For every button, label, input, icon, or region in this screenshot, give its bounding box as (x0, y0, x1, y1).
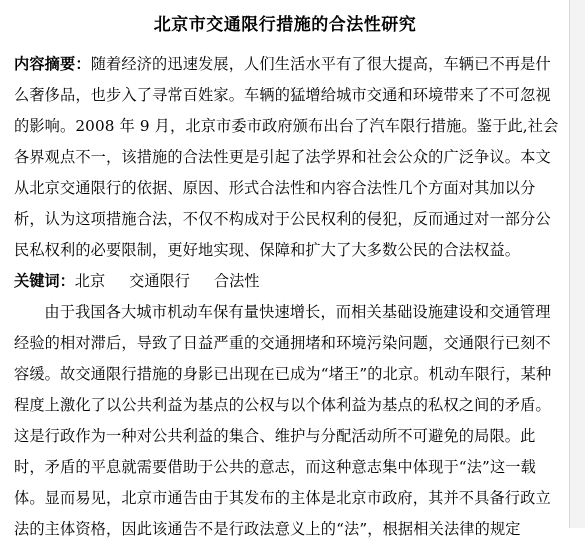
keywords-line (14, 266, 562, 297)
abstract-label: 内容摘要： (14, 55, 91, 73)
keyword-item: 合法性 (213, 272, 260, 290)
body-paragraph: 由于我国各大城市机动车保有量快速增长，而相关基础设施建设和交通管理经验的相对滞后，导致了日益严重的交通拥堵和环境污染问题，交通限行已刻不容缓。故交通限行措施的身影已出现在已成为“堵王”的北京。机动车限行，某种程度上激化了以公共利益为基点的公权与以个体利益为基点的私权之间的矛盾。这是行政作为一种对公共利益的集合、维护与分配活动所不可避免的局限。此时，矛盾的平息就需要借助于公共的意志，而这种意志集中体现于“法”这一载体。显而易见，北京市通告由于其发布的主体是北京市政府，其并不具备行政立法的主体资格，因此该通告不是行政法意义上的“法”，根据相关法律的规定 (14, 303, 552, 538)
document-title: 北京市交通限行措施的合法性研究 (153, 15, 417, 35)
keywords-label: 关键词： (14, 272, 75, 290)
abstract-text: 随着经济的迅速发展，人们生活水平有了很大提高，车辆已不再是什么奢侈品，也步入了寻常百姓家。车辆的猛增给城市交通和环境带来了不可忽视的影响。2008 年 9 月，北京市委市政府颁布出台了汽车限行措施。鉴于此,社会各界观点不一，该措施的合法性更是引起了法学界和社会公众的广泛争议。本文从北京交通限行的依据、原因、形式合法性和内容合法性几个方面对其加以分析，认为这项措施合法，不仅不构成对于公民权利的侵犯，反而通过对一部分公民私权利的必要限制，更好地实现、保障和扩大了大多数公民的合法权益。 (14, 55, 559, 259)
keyword-item: 交通限行 (129, 272, 190, 290)
page-right-margin (569, 0, 585, 528)
keyword-item: 北京 (74, 272, 106, 290)
abstract-paragraph (14, 49, 562, 266)
